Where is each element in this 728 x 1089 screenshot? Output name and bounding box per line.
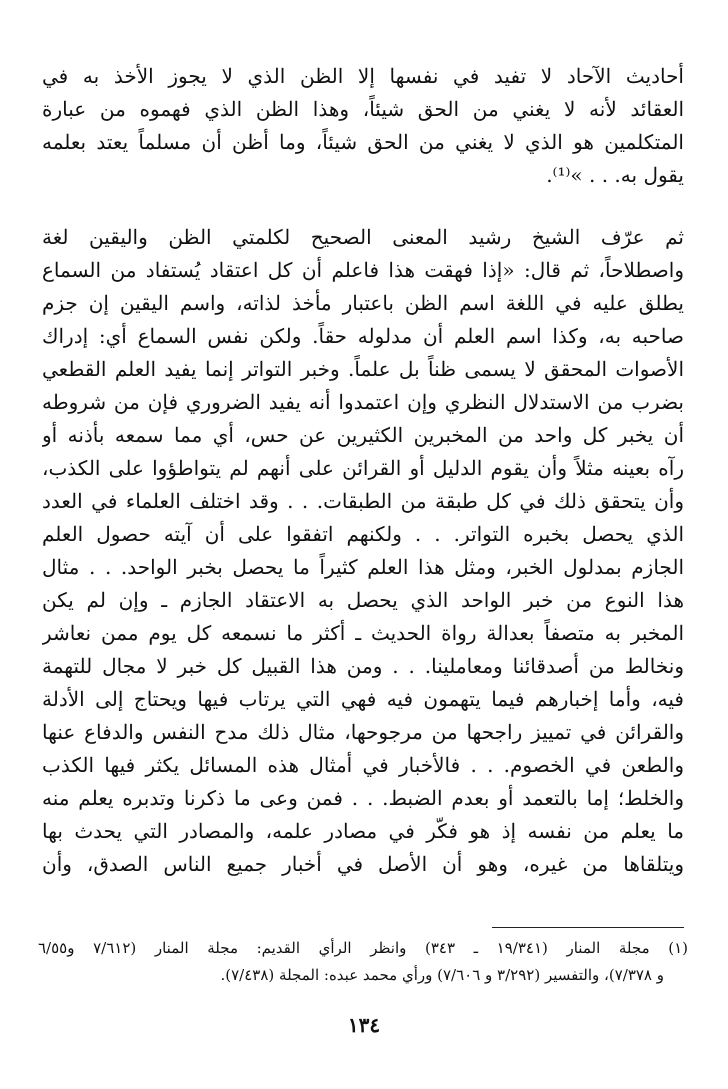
text-line: واصطلاحاً، ثم قال: «إذا فهقت هذا فاعلم أن كل اعتقاد يُستفاد من السماع — [42, 258, 684, 282]
text-line: ويتلقاها من غيره، وهو أن الأصل في أخبار جميع الناس الصدق، وأن — [42, 852, 684, 876]
text-line: ما يعلم من نفسه إذ هو فكّر في مصادر علمه، والمصادر التي يحدث بها — [42, 819, 684, 843]
text-line: والقرائن في تمييز راجحها من مرجوحها، مثال ذلك مدح النفس والدفاع عنها — [42, 720, 684, 744]
text-line: فيه، وأما إخبارهم فيما يتهمون فيه فهي التي يرتاب فيها ويحتاج إلى الأدلة — [42, 687, 684, 711]
footnote-line: (١) مجلة المنار (١٩/٣٤١ ـ ٣٤٣) وانظر الرأي القديم: مجلة المنار (٧/٦١٢ و٦/٥٥ — [38, 939, 688, 957]
text-line: بضرب من الاستدلال النظري وإن اعتمدوا أنه يفيد الضروري فإن من شروطه — [42, 390, 684, 414]
text-line: وأن يتحقق ذلك في كل طبقة من الطبقات. . . وقد اختلف العلماء في العدد — [42, 489, 684, 513]
footnote-line: و ٧/٣٧٨)، والتفسير (٣/٢٩٢ و ٧/٦٠٦) ورأي محمد عبده: المجلة (٧/٤٣٨). — [220, 966, 664, 984]
paragraph-2 — [42, 221, 684, 881]
text-line: والخلط؛ إما بالتعمد أو بعدم الضبط. . . فمن وعى ما ذكرنا وتدبره يعلم منه — [42, 786, 684, 810]
text-line: صاحبه به، وكذا اسم العلم أن مدلوله حقاً. ولكن نفس السماع أي: إدراك — [42, 324, 684, 348]
paragraph-1 — [42, 60, 684, 192]
text-line: ونخالط من أصدقائنا ومعاملينا. . . ومن هذا القبيل كل خبر لا مجال للتهمة — [42, 654, 684, 678]
text-line: والطعن في الخصوم. . . فالأخبار في أمثال هذه المسائل يكثر فيها الكذب — [42, 753, 684, 777]
page-number: ١٣٤ — [347, 1013, 381, 1037]
text-line: يطلق عليه في اللغة اسم الظن باعتبار مأخذ لذاته، واسم اليقين إن جزم — [42, 291, 684, 315]
text-line: الجازم بمدلول الخبر، ومثل هذا العلم كثيراً ما يحصل بخبر الواحد. . . مثال — [42, 555, 684, 579]
text-line: أن يخبر كل واحد من المخبرين الكثيرين عن حس، أي مما سمعه بأذنه أو — [42, 423, 684, 447]
footnote-separator — [492, 927, 684, 928]
text-line: المتكلمين هو الذي لا يغني من الحق شيئاً، وما أظن أن مسلماً يعتد بعلمه — [42, 130, 684, 154]
footnotes — [38, 935, 688, 989]
text-line: ثم عرّف الشيخ رشيد المعنى الصحيح لكلمتي الظن واليقين لغة — [42, 225, 684, 249]
paragraph-gap — [42, 192, 684, 221]
text-line: العقائد لأنه لا يغني من الحق شيئاً، وهذا الظن الذي فهموه من عبارة — [42, 97, 684, 121]
text-line: يقول به. . . »⁽¹⁾. — [546, 163, 684, 187]
text-line: رآه بعينه مثلاً وأن يقوم الدليل أو القرائن على أنهم لم يتواطؤوا على الكذب، — [42, 456, 684, 480]
text-line: الذي يحصل بخبره التواتر. . . ولكنهم اتفقوا على أن آيته حصول العلم — [42, 522, 684, 546]
text-line: أحاديث الآحاد لا تفيد في نفسها إلا الظن الذي لا يجوز الأخذ به في — [42, 64, 684, 88]
main-text — [42, 60, 684, 881]
text-line: المخبر به متصفاً بعدالة رواة الحديث ـ أكثر ما نسمعه كل يوم ممن نعاشر — [42, 621, 684, 645]
text-line: هذا النوع من خبر الواحد الذي يحصل به الاعتقاد الجازم ـ وإن لم يكن — [42, 588, 684, 612]
text-line: الأصوات المحقق لا يسمى ظناً بل علماً. وخبر التواتر إنما يفيد العلم القطعي — [42, 357, 684, 381]
